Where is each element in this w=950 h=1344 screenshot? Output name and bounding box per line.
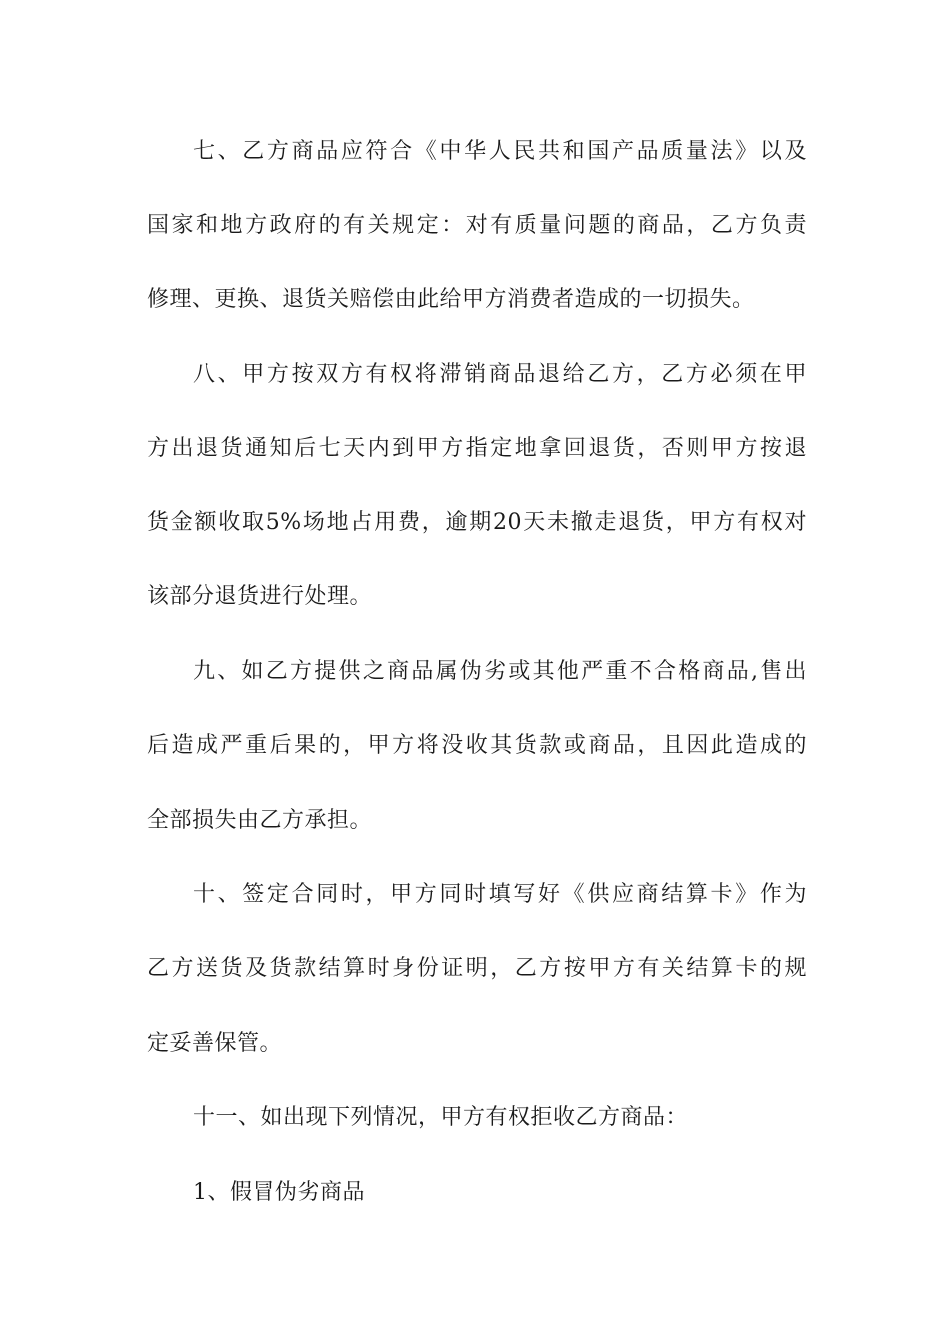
paragraph-9-line-1: 九、如乙方提供之商品属伪劣或其他严重不合格商品,售出 bbox=[193, 659, 807, 684]
paragraph-10-line-1: 十、签定合同时，甲方同时填写好《供应商结算卡》作为 bbox=[193, 882, 807, 907]
paragraph-7-line-2: 国家和地方政府的有关规定：对有质量问题的商品，乙方负责 bbox=[147, 213, 807, 238]
paragraph-10-line-3: 定妥善保管。 bbox=[147, 1031, 283, 1056]
paragraph-7-line-1: 七、乙方商品应符合《中华人民共和国产品质量法》以及 bbox=[193, 139, 807, 164]
paragraph-9-line-2: 后造成严重后果的，甲方将没收其货款或商品，且因此造成的 bbox=[147, 733, 807, 758]
paragraph-8-line-2: 方出退货通知后七天内到甲方指定地拿回退货，否则甲方按退 bbox=[147, 436, 807, 461]
list-item-1: 1、假冒伪劣商品 bbox=[193, 1180, 365, 1205]
paragraph-8-line-3: 货金额收取5%场地占用费，逾期20天未撤走退货，甲方有权对 bbox=[147, 510, 807, 535]
paragraph-8-line-4: 该部分退货进行处理。 bbox=[147, 584, 373, 609]
paragraph-7-line-3: 修理、更换、退货关赔偿由此给甲方消费者造成的一切损失。 bbox=[147, 287, 755, 312]
paragraph-11-line-1: 十一、如出现下列情况，甲方有权拒收乙方商品： bbox=[193, 1105, 689, 1130]
paragraph-10-line-2: 乙方送货及货款结算时身份证明，乙方按甲方有关结算卡的规 bbox=[147, 956, 807, 981]
paragraph-8-line-1: 八、甲方按双方有权将滞销商品退给乙方，乙方必须在甲 bbox=[193, 362, 807, 387]
paragraph-9-line-3: 全部损失由乙方承担。 bbox=[147, 808, 373, 833]
